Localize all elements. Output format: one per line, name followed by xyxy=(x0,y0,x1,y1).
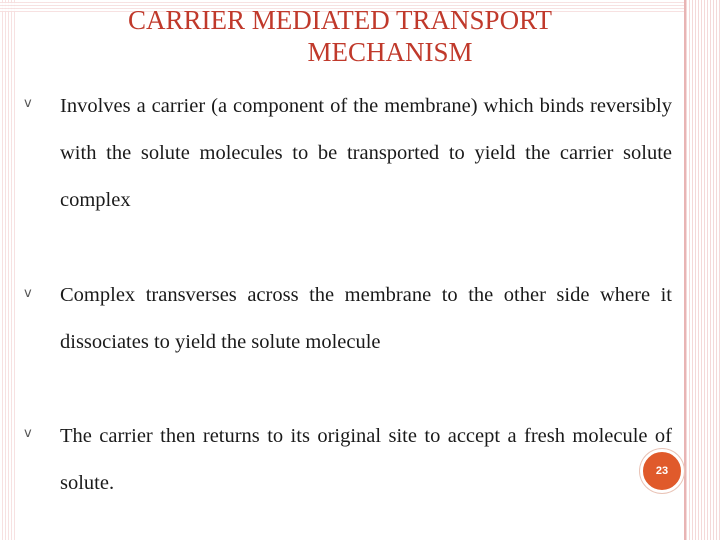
decorative-left-border xyxy=(2,0,16,540)
page-number-badge: 23 xyxy=(640,449,684,493)
decorative-right-band xyxy=(686,0,720,540)
slide-title-line-2: MECHANISM xyxy=(307,37,473,67)
slide-title-line-1: CARRIER MEDIATED TRANSPORT xyxy=(128,5,552,35)
bullet-marker-icon: v xyxy=(24,286,32,301)
bullet-1-text: Involves a carrier (a component of the membrane) which binds reversibly with the solute molecules to be transported to yield the carrier solute complex xyxy=(60,95,672,211)
bullet-marker-icon: v xyxy=(24,426,32,441)
bullet-3-text: The carrier then returns to its original site to accept a fresh molecule of solute. xyxy=(60,425,672,494)
bullet-2-text: Complex transverses across the membrane to the other side where it dissociates to yield the solute molecule xyxy=(60,284,672,353)
bullet-marker-icon: v xyxy=(24,96,32,111)
decorative-right-line xyxy=(684,0,686,540)
